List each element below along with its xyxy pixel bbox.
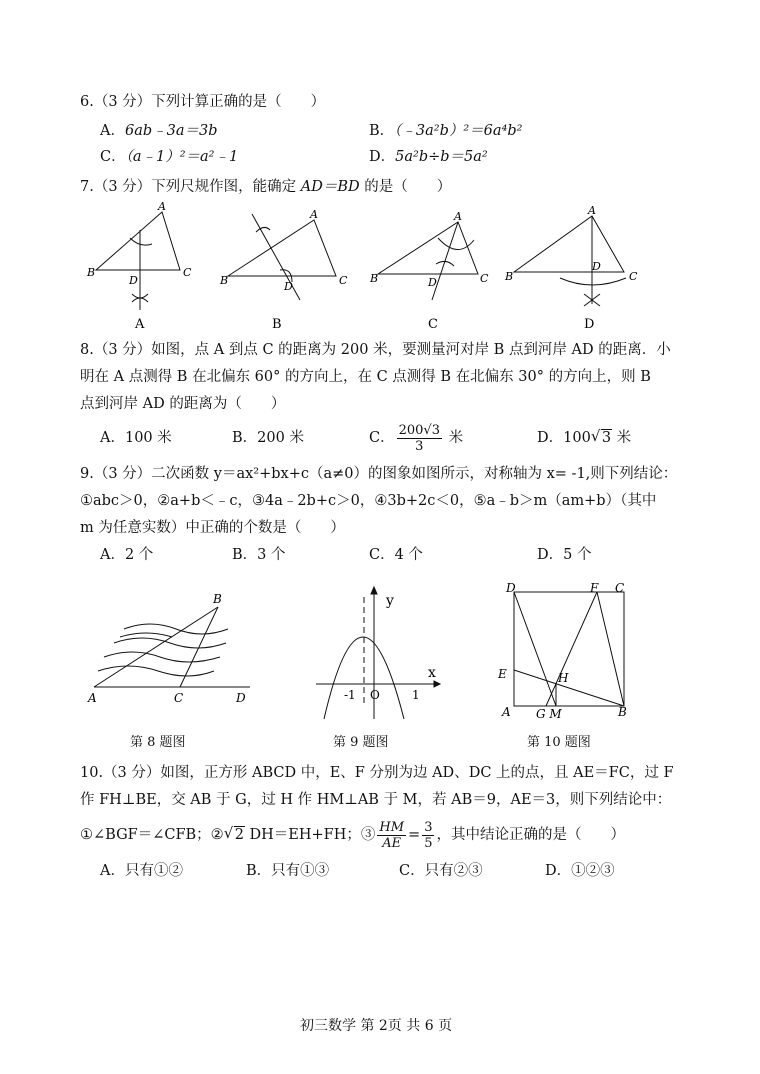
q10-frac1-denominator: AE [382,835,402,851]
q9-option-a[interactable]: A．2 个 [100,547,154,563]
fig10-point-c: C [615,581,625,595]
q10-option-c[interactable]: C．只有②③ [399,863,483,879]
fig10-point-d: D [506,581,516,595]
q8-option-c-fraction [397,423,442,454]
q6-option-d-label: D． [369,149,396,165]
q6-option-c[interactable] [100,147,238,167]
fig10-point-h: H [558,671,569,685]
fig8-point-a: A [88,691,97,705]
q6-option-c-text: （a﹣1）²＝a²﹣1 [125,149,239,165]
q6-option-d[interactable] [369,147,488,167]
q8-option-c-denominator: 3 [415,438,424,454]
q8-option-a[interactable]: A．100 米 [100,430,172,446]
q10-sqrt2-radicand: 2 [234,827,244,843]
q7-b-point-c: C [339,274,348,287]
fig9-tick-neg1: -1 [344,688,356,702]
q7-b-point-b: B [220,274,229,287]
q6-option-b[interactable] [369,121,522,141]
fig8-point-c: C [174,691,184,705]
q8-option-d-label: D．100 [537,430,591,446]
q9-option-d[interactable]: D．5 个 [537,547,592,563]
q7-option-a[interactable]: A [135,317,145,332]
q8-line1: 8.（3 分）如图，点 A 到点 C 的距离为 200 米，要测量河对岸 B 点到河岸 AD 的距离．小 [80,342,671,358]
q6-option-a[interactable] [100,121,218,141]
q7-c-point-a: A [454,210,462,223]
fig10-caption: 第 10 题图 [527,735,591,750]
q7-b-point-d: D [284,280,293,293]
q7-b-point-a: A [310,208,318,221]
q7-option-c[interactable]: C [428,317,438,332]
q10-frac2-denominator: 5 [424,835,433,851]
fig9-parabola-graph [310,583,450,723]
q10-sqrt2: √ 2 [223,824,244,843]
fig9-origin: O [370,688,380,702]
fig10-points-g-m: G M [536,707,562,721]
fig10-point-e: E [498,667,507,681]
q7-stem-post: 的是（ ） [359,179,452,195]
q7-d-point-b: B [505,270,514,283]
q6-option-c-label: C． [100,149,126,165]
q8-option-c-label: C． [369,430,395,446]
q7-figures [80,200,720,332]
q7-c-point-c: C [480,272,489,285]
fig8-point-d: D [236,691,246,705]
q10-option-d[interactable]: D．①②③ [545,863,615,879]
q10-line1: 10.（3 分）如图，正方形 ABCD 中，E、F 分别为边 AD、DC 上的点，且 AE＝FC，过 F [80,765,674,781]
q7-option-d[interactable]: D [584,317,595,332]
q8-option-c-unit: 米 [448,430,464,446]
q10-line3-part-c: ，其中结论正确的是（ ） [436,827,625,843]
fig10-square-diagram [494,580,644,724]
q6-option-b-text: （﹣3a²b）²＝6a⁴b² [394,123,523,139]
fig9-caption: 第 9 题图 [333,735,389,750]
q8-option-d[interactable] [537,428,631,448]
q7-option-b[interactable]: B [272,317,282,332]
q9-line1: 9.（3 分）二次函数 y＝ax²+bx+c（a≠0）的图象如图所示，对称轴为 x= -1,则下列结论： [80,466,678,482]
q7-d-point-a: A [588,204,596,217]
q8-option-c[interactable] [369,418,463,458]
fig9-axis-y: y [386,593,394,609]
q8-option-d-sqrt: √ 3 [590,427,612,446]
q10-option-a[interactable]: A．只有①② [100,863,183,879]
fig9-axis-x: x [428,665,436,681]
q7-a-point-c: C [183,266,192,279]
q8-line2: 明在 A 点测得 B 在北偏东 60° 的方向上，在 C 点测得 B 在北偏东 30° 的方向上，则 B [80,369,651,385]
page-footer: 初三数学 第 2页 共 6 页 [300,1018,453,1034]
q7-c-point-d: D [428,276,437,289]
q6-option-a-label: A． [100,123,125,139]
fig8-river-diagram [80,585,265,715]
q7-a-point-a: A [158,200,166,213]
q10-line3-part-a: ①∠BGF＝∠CFB；② [80,827,224,843]
q7-c-point-b: B [370,272,379,285]
q6-option-b-label: B． [369,123,395,139]
q10-fraction-3-5 [422,820,434,851]
q10-line3 [80,815,625,855]
q9-line3: m 为任意实数）中正确的个数是（ ） [80,520,345,536]
fig10-point-a: A [502,705,511,719]
fig9-tick-1: 1 [412,688,420,702]
q7-stem-pre: 7.（3 分）下列尺规作图，能确定 [80,179,301,195]
q7-d-point-d: D [592,260,601,273]
q7-stem [80,177,451,197]
q10-equals: = [408,827,421,843]
q6-option-d-text: 5a²b÷b＝5a² [395,149,488,165]
q7-fig-b [228,214,336,300]
q7-fig-a [96,212,180,310]
fig8-caption: 第 8 题图 [130,735,186,750]
q8-line3: 点到河岸 AD 的距离为（ ） [80,396,286,412]
fig10-point-b: B [618,705,627,719]
q10-frac2-numerator: 3 [424,819,433,835]
q9-option-b[interactable]: B．3 个 [232,547,286,563]
q9-option-c[interactable]: C．4 个 [369,547,423,563]
fig10-point-f: F [590,581,599,595]
q8-option-c-numerator: 200√3 [398,422,440,438]
q10-fraction-hm-ae [377,820,406,851]
q7-a-point-d: D [129,274,138,287]
q8-option-d-unit: 米 [616,430,632,446]
q8-option-b[interactable]: B．200 米 [232,430,304,446]
q6-stem: 6.（3 分）下列计算正确的是（ ） [80,94,326,110]
q8-option-d-radicand: 3 [601,430,612,446]
q7-d-point-c: C [629,270,638,283]
q7-fig-d [514,216,626,306]
q10-line3-part-b: DH＝EH+FH；③ [244,827,376,843]
q7-stem-math: AD＝BD [300,179,360,195]
q10-frac1-numerator: HM [379,819,405,835]
q9-line2: ①abc＞0，②a+b＜﹣c，③4a﹣2b+c＞0，④3b+2c＜0，⑤a﹣b＞m（am+b）（其中 [80,493,657,509]
fig8-point-b: B [213,592,222,606]
q7-a-point-b: B [87,266,96,279]
q6-option-a-text: 6ab﹣3a＝3b [124,123,218,139]
q10-option-b[interactable]: B．只有①③ [246,863,330,879]
q10-line2: 作 FH⊥BE，交 AB 于 G，过 H 作 HM⊥AB 于 M，若 AB＝9，AE＝3，则下列结论中： [80,792,672,808]
